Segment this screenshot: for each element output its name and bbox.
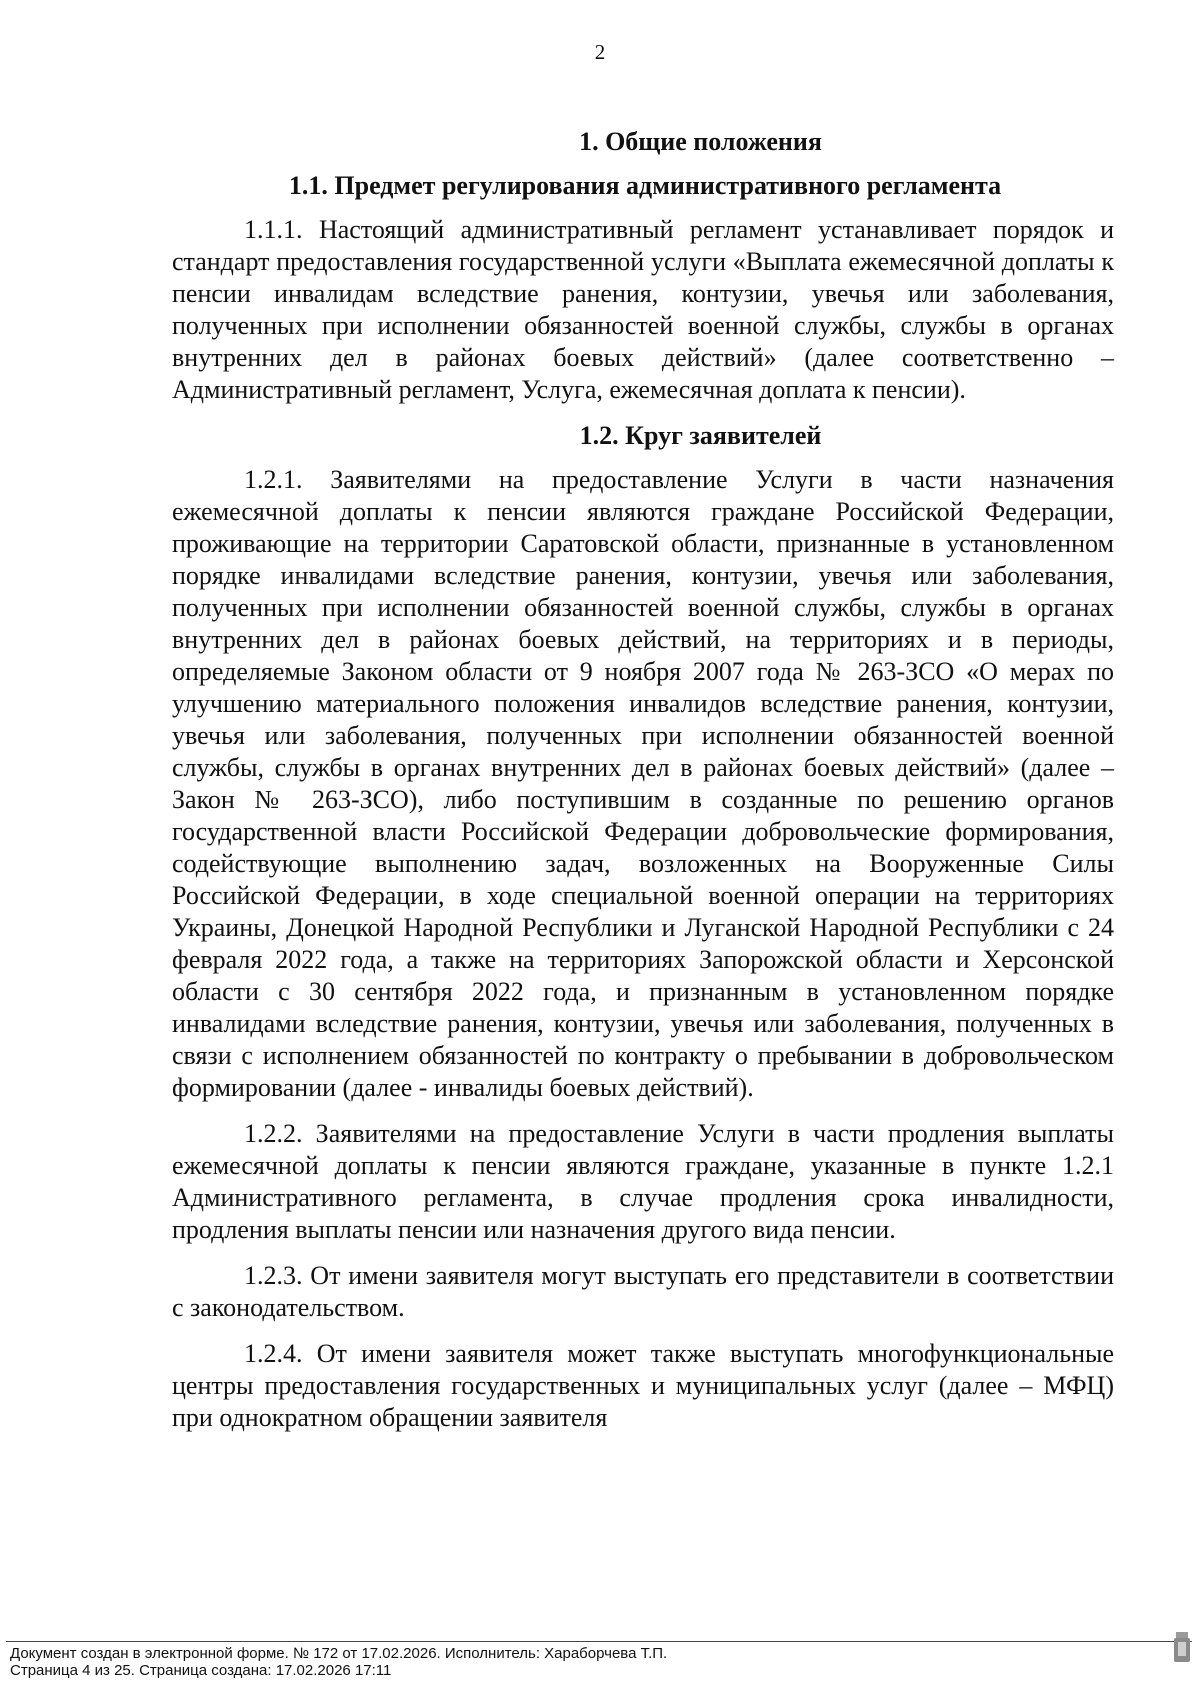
- footer-line-1: Документ создан в электронной форме. № 172 от 17.02.2026. Исполнитель: Хараборчева Т.П.: [10, 1645, 668, 1662]
- paragraph-1-2-3: 1.2.3. От имени заявителя могут выступать его представители в соответствии с законодательством.: [172, 1261, 1114, 1322]
- document-footer: [10, 1645, 1160, 1679]
- paragraph-1-2-4: 1.2.4. От имени заявителя может также выступать многофункциональные центры предоставления государственных и муниципальных услуг (далее – МФЦ) при однократном обращении заявителя: [172, 1339, 1114, 1432]
- footer-line-2: Страница 4 из 25. Страница создана: 17.02.2026 17:11: [10, 1662, 392, 1679]
- footer-divider: [6, 1641, 1192, 1642]
- section-title: 1. Общие положения: [579, 127, 822, 156]
- page-number: 2: [594, 40, 606, 64]
- document-body: [172, 126, 1114, 1444]
- paragraph-1-2-1: 1.2.1. Заявителями на предоставление Услуги в части назначения ежемесячной доплаты к пенсии являются граждане Российской Федерации, проживающие на территории Саратовской области, признанные в установленном порядке инвалидами вследствие ранения, контузии, увечья или заболевания, полученных при исполнении обязанностей военной службы, службы в органах внутренних дел в районах боевых действий, на территориях и в периоды, определяемые Законом области от 9 ноября 2007 года № 263-ЗСО «О мерах по улучшению материального положения инвалидов вследствие ранения, контузии, увечья или заболевания, полученных при исполнении обязанностей военной службы, службы в органах внутренних дел в районах боевых действий» (далее – Закон № 263-ЗСО), либо поступившим в созданные по решению органов государственной власти Российской Федерации добровольческие формирования, содействующие выполнению задач, возложенных на Вооруженные Силы Российской Федерации, в ходе специальной военной операции на территориях Украины, Донецкой Народной Республики и Луганской Народной Республики с 24 февраля 2022 года, а также на территориях Запорожской области и Херсонской области с 30 сентября 2022 года, и признанным в установленном порядке инвалидами вследствие ранения, контузии, увечья или заболевания, полученных в связи с исполнением обязанностей по контракту о пребывании в добровольческом формировании (далее - инвалиды боевых действий).: [172, 465, 1114, 1102]
- paragraph-1-2-2: 1.2.2. Заявителями на предоставление Услуги в части продления выплаты ежемесячной доплаты к пенсии являются граждане, указанные в пункте 1.2.1 Административного регламента, в случае продления срока инвалидности, продления выплаты пенсии или назначения другого вида пенсии.: [172, 1119, 1114, 1244]
- subsection-1-2-title: 1.2. Круг заявителей: [579, 421, 822, 450]
- coat-of-arms-icon: [1172, 1628, 1192, 1668]
- subsection-1-1-title: 1.1. Предмет регулирования административного регламента: [288, 171, 1002, 200]
- paragraph-1-1-1: 1.1.1. Настоящий административный регламент устанавливает порядок и стандарт предоставления государственной услуги «Выплата ежемесячной доплаты к пенсии инвалидам вследствие ранения, контузии, увечья или заболевания, полученных при исполнении обязанностей военной службы, службы в органах внутренних дел в районах боевых действий» (далее соответственно – Административный регламент, Услуга, ежемесячная доплата к пенсии).: [172, 215, 1114, 404]
